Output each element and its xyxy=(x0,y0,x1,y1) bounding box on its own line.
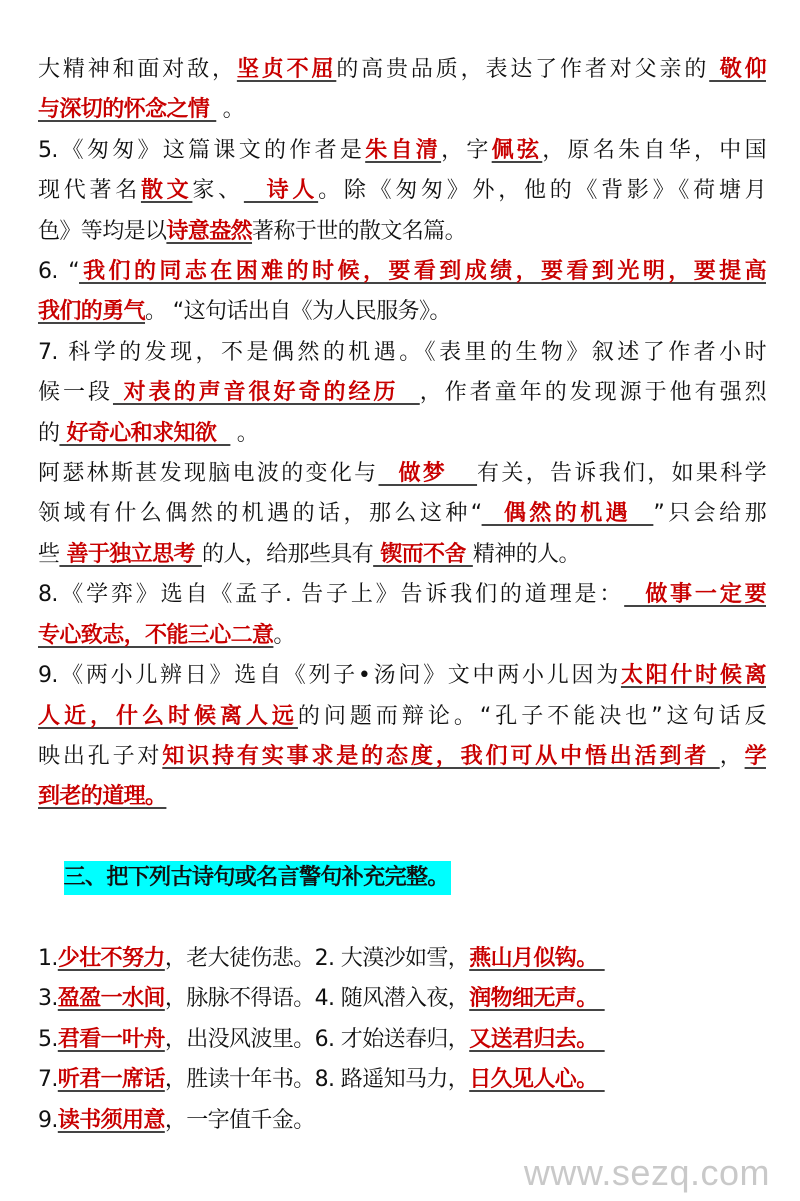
document-body xyxy=(38,50,770,1201)
answer-text: 到老的道理。 xyxy=(38,784,167,810)
question-text: ，老大徒伤悲。2. 大漠沙如雪， xyxy=(164,945,470,971)
question-text: 著称于世的散文名篇。 xyxy=(252,218,467,244)
question-text: 。 xyxy=(230,420,259,446)
question-text: 。 “这句话出自《为人民服务》。 xyxy=(145,299,451,325)
answer-text: 对表的声音很好奇的经历 xyxy=(112,380,420,406)
text-line xyxy=(38,50,766,90)
answer-text: 我们的勇气 xyxy=(38,299,146,325)
text-line xyxy=(38,414,766,454)
answer-text: 诗人 xyxy=(243,178,319,204)
answer-text: 君看一叶舟 xyxy=(57,1026,165,1052)
answer-text: 燕山月似钩。 xyxy=(469,945,605,971)
text-line xyxy=(38,697,766,737)
question-text: 现代著名 xyxy=(38,178,141,204)
answer-text: 佩弦 xyxy=(491,137,543,163)
answer-text: 读书须用意 xyxy=(57,1107,165,1133)
poem-list xyxy=(38,939,766,1141)
text-line xyxy=(38,90,766,130)
text-line xyxy=(38,777,766,817)
answer-text: 润物细无声。 xyxy=(469,986,605,1012)
question-text: 的高贵品质，表达了作者对父亲的 xyxy=(336,57,710,82)
answer-text: 做梦 xyxy=(378,461,478,487)
answer-text: 与深切的怀念之情 xyxy=(38,97,217,123)
text-line xyxy=(38,454,766,494)
answer-text: 知识持有实事求是的态度，我们可从中悟出活到者 xyxy=(162,743,720,769)
question-text: 的问题而辩论。“孔子不能决也”这句话反 xyxy=(297,703,766,729)
answer-text: 学 xyxy=(744,743,766,769)
question-text: 1. xyxy=(38,945,58,971)
paragraph-block xyxy=(38,50,766,818)
question-text: 3. xyxy=(38,986,58,1012)
answer-text: 专心致志，不能三心二意 xyxy=(38,622,274,648)
question-text: 。 xyxy=(273,622,295,648)
question-text: ，胜读十年书。8. 路遥知马力， xyxy=(164,1067,470,1093)
text-line xyxy=(38,616,766,656)
answer-text: 敬仰 xyxy=(709,57,766,82)
answer-text: 又送君归去。 xyxy=(469,1026,605,1052)
answer-text: 散文 xyxy=(140,178,193,204)
text-line xyxy=(38,292,766,332)
question-text: 6. “ xyxy=(38,259,80,285)
text-line xyxy=(38,171,766,211)
question-text: 领域有什么偶然的机遇的话，那么这种“ xyxy=(38,501,482,527)
text-line xyxy=(38,656,766,696)
poem-line xyxy=(38,1060,766,1100)
answer-text: 善于独立思考 xyxy=(59,541,202,567)
answer-text: 太阳什时候离 xyxy=(620,663,766,689)
answer-text: 坚贞不屈 xyxy=(236,57,337,82)
question-text: 8.《学弈》选自《孟子. 告子上》告诉我们的道理是： xyxy=(38,582,625,608)
text-line xyxy=(38,535,766,575)
text-line xyxy=(38,575,766,615)
question-text: 5.《匆匆》这篇课文的作者是 xyxy=(38,137,366,163)
question-text: ，出没风波里。6. 才始送春归， xyxy=(164,1026,470,1052)
answer-text: 日久见人心。 xyxy=(469,1067,605,1093)
question-text: 有关，告诉我们，如果科学 xyxy=(477,461,766,487)
answer-text: 听君一席话 xyxy=(57,1067,165,1093)
question-text: 的 xyxy=(38,420,60,446)
answer-text: 偶然的机遇 xyxy=(481,501,654,527)
question-text: 9. xyxy=(38,1107,58,1133)
section-heading-line xyxy=(38,818,766,939)
text-line xyxy=(38,252,766,292)
watermark-area xyxy=(38,1141,770,1201)
poem-line xyxy=(38,1101,766,1141)
question-text: 阿瑟林斯甚发现脑电波的变化与 xyxy=(38,461,379,487)
text-line xyxy=(38,212,766,252)
question-text: ， xyxy=(719,743,745,769)
answer-text: 少壮不努力 xyxy=(57,945,165,971)
question-text: 些 xyxy=(38,541,60,567)
question-text: 候一段 xyxy=(38,380,113,406)
answer-text: 朱自清 xyxy=(365,137,442,163)
poem-line xyxy=(38,1020,766,1060)
question-text: 7. xyxy=(38,1067,58,1093)
question-text: 色》等均是以 xyxy=(38,218,167,244)
question-text: 家、 xyxy=(192,178,244,204)
question-text: 映出孔子对 xyxy=(38,743,163,769)
question-text: 的人，给那些具有 xyxy=(201,541,374,567)
answer-text: 我们的同志在困难的时候，要看到成绩，要看到光明，要提高 xyxy=(79,259,766,285)
text-line xyxy=(38,131,766,171)
watermark: www.sezq.com xyxy=(523,1151,770,1193)
question-text: 精神的人。 xyxy=(472,541,580,567)
answer-text: 人近，什么时候离人远 xyxy=(38,703,298,729)
text-line xyxy=(38,373,766,413)
question-text: 7. 科学的发现，不是偶然的机遇。《表里的生物》叙述了作者小时 xyxy=(38,339,766,365)
section-heading: 三、把下列古诗句或名言警句补充完整。 xyxy=(64,861,451,895)
question-text: ”只会给那 xyxy=(653,501,766,527)
answer-text: 盈盈一水间 xyxy=(57,986,165,1012)
text-line xyxy=(38,333,766,373)
poem-line xyxy=(38,939,766,979)
text-line xyxy=(38,737,766,777)
question-text: ，字 xyxy=(441,137,492,163)
question-text: 。 xyxy=(216,97,245,123)
question-text: ，原名朱自华，中国 xyxy=(542,137,767,163)
question-text: 5. xyxy=(38,1026,58,1052)
answer-text: 好奇心和求知欲 xyxy=(59,420,231,446)
answer-text: 锲而不舍 xyxy=(373,541,473,567)
question-text: ，一字值千金。 xyxy=(164,1107,315,1133)
question-text: ，脉脉不得语。4. 随风潜入夜， xyxy=(164,986,470,1012)
question-text: ，作者童年的发现源于他有强烈 xyxy=(419,380,766,406)
question-text: 大精神和面对敌， xyxy=(38,57,237,82)
answer-text: 诗意盎然 xyxy=(166,218,253,244)
poem-line xyxy=(38,979,766,1019)
question-text: 9.《两小儿辨日》选自《列子•汤问》文中两小儿因为 xyxy=(38,663,621,689)
question-text: 。除《匆匆》外，他的《背影》《荷塘月 xyxy=(318,178,766,204)
text-line xyxy=(38,494,766,534)
answer-text: 做事一定要 xyxy=(624,582,766,608)
